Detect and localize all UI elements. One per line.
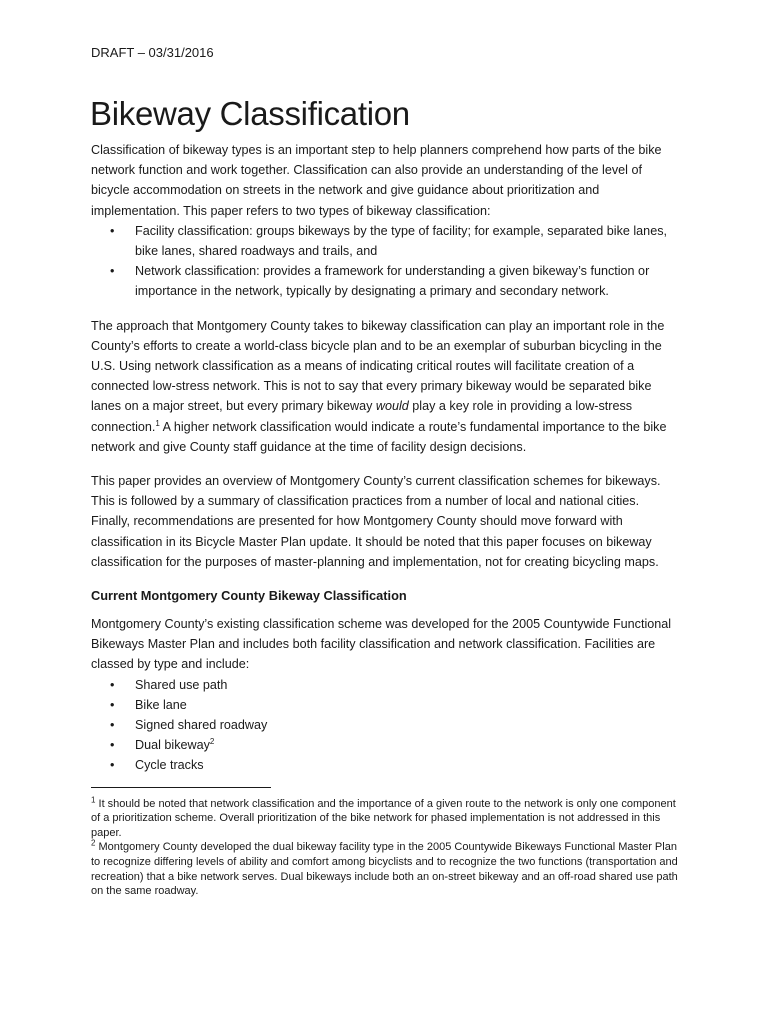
footnote-2 xyxy=(91,840,678,898)
facility-types-list xyxy=(91,675,678,776)
footnote-separator xyxy=(91,787,271,788)
approach-text-2: play a key role in providing a low-stress connection. xyxy=(91,399,633,434)
list-item-cycle-tracks: • Cycle tracks xyxy=(135,755,678,775)
footnote-text-1: It should be noted that network classification and the importance of a given route to the network is only one component of a prioritization scheme. Overall prioritization of the bike network for phased implementation is not addressed in this paper. xyxy=(91,797,676,839)
footnote-text-2: Montgomery County developed the dual bikeway facility type in the 2005 Countywide Bikeways Functional Master Plan to recognize differing levels of ability and comfort among bicyclists and to recognize the two functions (transportation and recreation) that a bike network serves. Dual bikeways include both an on-street bikeway and an off-road shared use path on the same roadway. xyxy=(91,841,678,898)
footnote-number-2: 2 xyxy=(91,838,96,848)
footnote-ref-1: 1 xyxy=(155,418,160,428)
page-title: Bikeway Classification xyxy=(90,95,410,132)
list-item-facility-classification: • Facility classification: groups bikeways by the type of facility; for example, separated bike lanes, bike lanes, shared roadways and trails, and xyxy=(135,221,678,261)
list-item-dual-bikeway xyxy=(135,735,678,755)
approach-text-3: A higher network classification would indicate a route’s fundamental importance to the bike network and give County staff guidance at the time of facility design decisions. xyxy=(91,419,667,454)
intro-paragraph: Classification of bikeway types is an important step to help planners comprehend how parts of the bike network function and work together. Classification can also provide an understanding of the level of bicycle accommodation on streets in the network and give guidance about prioritization and implementation. This paper refers to two types of bikeway classification: xyxy=(91,143,662,218)
dual-bikeway-label: Dual bikeway xyxy=(135,738,210,753)
list-item-shared-use-path: • Shared use path xyxy=(135,675,678,695)
classification-types-list xyxy=(91,221,678,302)
overview-paragraph: This paper provides an overview of Montgomery County’s current classification schemes for bikeways. This is followed by a summary of classification practices from a number of local and national cities. Finally, recommendations are presented for how Montgomery County should move forward with classification in its Bicycle Master Plan update. It should be noted that this paper focuses on bikeway classification for the purposes of master-planning and implementation, not for creating bicycling maps. xyxy=(91,474,661,569)
approach-text-1: The approach that Montgomery County takes to bikeway classification can play an important role in the County’s efforts to create a world-class bicycle plan and to be an exemplar of suburban bicycling in the U.S. Using network classification as a means of indicating critical routes will facilitate creation of a connected low-stress network. This is not to say that every primary bikeway would be separated bike lanes on a major street, but every primary bikeway xyxy=(91,318,665,414)
list-item-bike-lane: • Bike lane xyxy=(135,695,678,715)
section-heading-current: Current Montgomery County Bikeway Classification xyxy=(91,588,407,604)
footnote-ref-2: 2 xyxy=(209,737,215,747)
list-item-signed-shared-roadway: • Signed shared roadway xyxy=(135,715,678,735)
draft-date-header: DRAFT – 03/31/2016 xyxy=(91,45,214,60)
approach-paragraph xyxy=(91,316,678,457)
list-item-network-classification: • Network classification: provides a framework for understanding a given bikeway’s function or importance in the network, typically by designating a primary and secondary network. xyxy=(135,261,678,301)
footnote-1 xyxy=(91,797,678,841)
approach-emphasis: would xyxy=(375,399,409,414)
footnote-number-1: 1 xyxy=(91,795,96,805)
current-paragraph: Montgomery County’s existing classification scheme was developed for the 2005 Countywide Functional Bikeways Master Plan and includes both facility classification and network classification. Facilities are classed by type and include: xyxy=(91,617,672,672)
